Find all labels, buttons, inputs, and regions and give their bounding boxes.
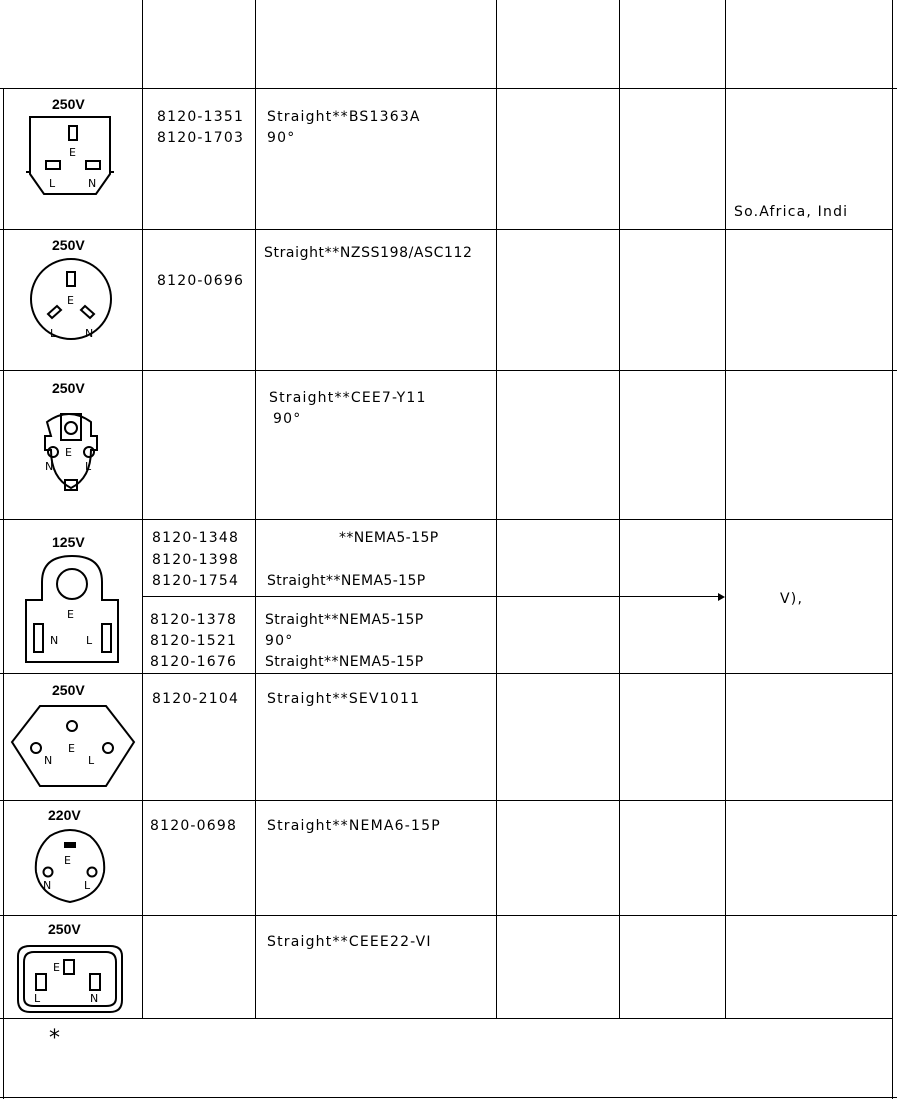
pin-label-n: N (88, 177, 97, 190)
voltage-label: 250V (52, 380, 85, 396)
row-divider (0, 915, 897, 916)
row-divider (0, 673, 893, 674)
pin-label-l: L (85, 460, 92, 473)
pin-label-e: E (64, 854, 71, 867)
voltage-label: 250V (52, 96, 85, 112)
part-number: 8120-0698 (150, 818, 238, 834)
part-number: 8120-1378 (150, 612, 238, 628)
ceee22-plug-icon (14, 942, 126, 1018)
country-list: So.Africa, Indi (734, 204, 849, 220)
pin-label-e: E (67, 608, 74, 621)
pin-label-n: N (50, 634, 59, 647)
pin-label-l: L (50, 327, 57, 340)
pin-label-e: E (69, 146, 76, 159)
pin-label-n: N (90, 992, 99, 1005)
pin-label-n: N (45, 460, 54, 473)
pin-label-n: N (43, 879, 52, 892)
part-number: 8120-1398 (152, 552, 240, 568)
pin-label-l: L (84, 879, 91, 892)
cee7-schuko-plug-icon (25, 400, 121, 500)
column-divider (255, 0, 256, 1018)
plug-type: Straight**NEMA6-15P (267, 818, 441, 834)
pin-label-n: N (44, 754, 53, 767)
plug-type: 90° (267, 130, 296, 146)
part-number: 8120-1703 (157, 130, 245, 146)
row-divider (0, 88, 897, 89)
plug-type: Straight**NZSS198/ASC112 (264, 245, 473, 261)
voltage-label: 125V (52, 534, 85, 550)
voltage-label: 250V (52, 237, 85, 253)
nema5-15p-plug-icon (22, 552, 122, 668)
pin-label-l: L (88, 754, 95, 767)
column-divider (619, 0, 620, 1018)
column-divider (496, 0, 497, 1018)
pin-label-e: E (68, 742, 75, 755)
row-divider (0, 1097, 897, 1098)
plug-type: **NEMA5-15P (339, 530, 439, 546)
pin-label-e: E (53, 961, 60, 974)
voltage-label: 220V (48, 807, 81, 823)
footnote-marker: * (49, 1026, 60, 1051)
country-list: V), (780, 591, 804, 607)
plug-type: 90° (273, 411, 302, 427)
row-divider (0, 800, 893, 801)
voltage-label: 250V (48, 921, 81, 937)
column-divider (142, 0, 143, 1018)
row-divider (0, 519, 893, 520)
plug-type: Straight**CEE7-Y11 (269, 390, 427, 406)
plug-type: Straight**CEEE22-VI (267, 934, 432, 950)
column-divider (892, 0, 893, 1099)
part-number: 8120-1351 (157, 109, 245, 125)
nema6-15p-plug-icon (28, 826, 114, 908)
pin-label-e: E (67, 294, 74, 307)
sev1011-plug-icon (10, 702, 136, 792)
arrow-head-icon (718, 593, 725, 601)
row-divider (142, 596, 722, 597)
voltage-label: 250V (52, 682, 85, 698)
pin-label-l: L (86, 634, 93, 647)
pin-label-l: L (49, 177, 56, 190)
row-divider (0, 1018, 893, 1019)
plug-type: Straight**NEMA5-15P (265, 612, 424, 628)
part-number: 8120-1521 (150, 633, 238, 649)
pin-label-e: E (65, 446, 72, 459)
part-number: 8120-1348 (152, 530, 240, 546)
plug-type: Straight**BS1363A (267, 109, 421, 125)
part-number: 8120-0696 (157, 273, 245, 289)
pin-label-n: N (85, 327, 94, 340)
row-divider (0, 229, 893, 230)
plug-type: Straight**NEMA5-15P (265, 654, 424, 670)
plug-type: Straight**NEMA5-15P (267, 573, 426, 589)
part-number: 8120-1754 (152, 573, 240, 589)
column-divider (725, 0, 726, 1018)
plug-type: 90° (265, 633, 294, 649)
row-divider (0, 370, 897, 371)
plug-type: Straight**SEV1011 (267, 691, 421, 707)
column-divider (3, 88, 4, 1099)
pin-label-l: L (34, 992, 41, 1005)
part-number: 8120-2104 (152, 691, 240, 707)
bs1363-plug-icon (26, 114, 116, 200)
part-number: 8120-1676 (150, 654, 238, 670)
nzss198-plug-icon (28, 256, 118, 346)
